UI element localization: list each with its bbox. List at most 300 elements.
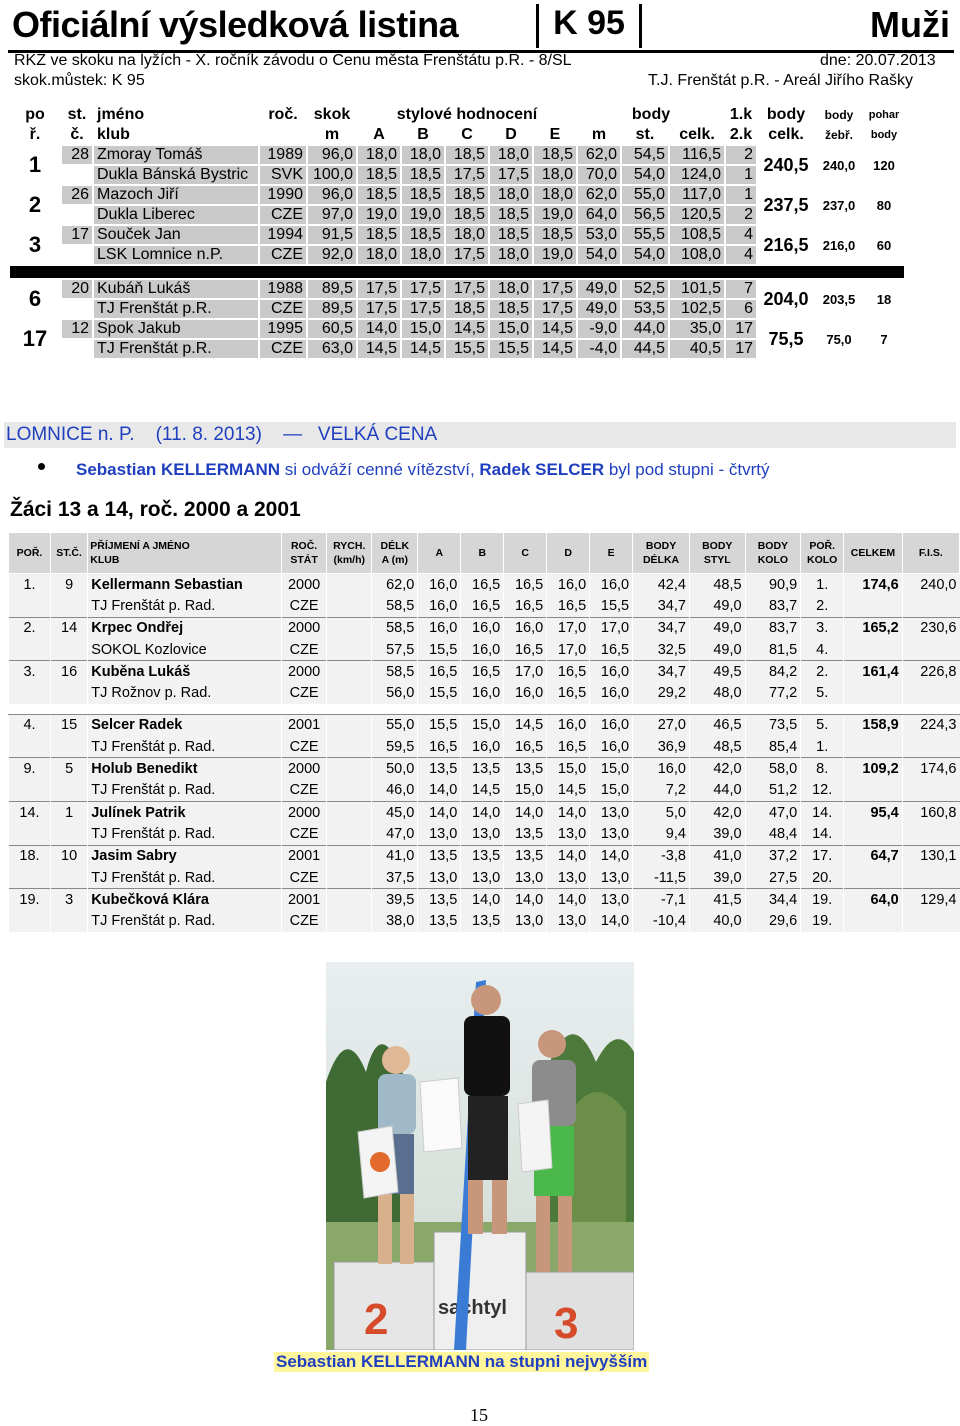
round-value: 14. [801, 801, 844, 823]
speed-cell [327, 801, 372, 823]
round-value: 13,0 [504, 867, 547, 889]
round-value: 51,2 [745, 780, 801, 802]
category-title: Žáci 13 a 14, roč. 2000 a 2001 [10, 498, 301, 521]
round-value: 19,0 [533, 205, 577, 225]
results-col-header [801, 533, 844, 574]
round-value: 63,0 [307, 339, 357, 359]
round-value: 15,0 [590, 758, 633, 780]
round-value: 108,0 [669, 245, 725, 265]
round-value: 14,5 [357, 339, 401, 359]
header-line: STYL [703, 554, 731, 566]
round-value: 48,4 [745, 823, 801, 845]
round-value: 17,5 [445, 165, 489, 185]
results-row [9, 910, 960, 931]
round-value: 13,5 [461, 910, 504, 931]
round-value: 38,0 [372, 910, 418, 931]
sponsor-logo: sachtyl [438, 1297, 507, 1319]
empty-cell [50, 823, 87, 845]
round-value: 96,0 [307, 185, 357, 205]
fis-points: 174,6 [902, 758, 959, 780]
round-value: 16,0 [590, 736, 633, 758]
round-value: 83,7 [745, 617, 801, 639]
round-value: 16,0 [633, 758, 690, 780]
round-value: 14,0 [418, 801, 461, 823]
sheet-hill-line: skok.můstek: K 95 [14, 72, 145, 89]
header-line: BODY [757, 540, 789, 552]
round-value: 17,5 [445, 279, 489, 299]
round-value: 16,5 [461, 574, 504, 596]
round-value: 17,5 [533, 299, 577, 319]
results-col-header [547, 533, 590, 574]
round-value: 14,0 [547, 889, 590, 911]
sheet-header [8, 4, 954, 53]
round-value: 17,5 [401, 279, 445, 299]
round-value: 17,0 [590, 617, 633, 639]
round-value: 48,5 [689, 574, 745, 596]
round-value: 48,5 [689, 736, 745, 758]
sheet-event: RKZ ve skoku na lyžích - X. ročník závodu o Cenu města Frenštátu p.R. - 8/SL [14, 52, 572, 69]
round-value: 46,0 [372, 780, 418, 802]
rank: 1 [9, 145, 61, 185]
results-row [9, 639, 960, 661]
rank: 18. [9, 845, 51, 867]
header-line: (km/h) [333, 554, 365, 566]
round-value: 17,5 [489, 165, 533, 185]
table-row [9, 145, 905, 165]
birth-year: 1995 [259, 319, 307, 339]
round-value: 14,0 [590, 845, 633, 867]
total-points: 64,7 [844, 845, 903, 867]
fis-points: 160,8 [902, 801, 959, 823]
round-value: 13,5 [504, 758, 547, 780]
header-line: C [521, 547, 530, 559]
col-subheader [259, 125, 307, 145]
round-value: -9,0 [577, 319, 621, 339]
athlete-club: TJ Frenštát p. Rad. [88, 823, 282, 845]
round-value: 5. [801, 682, 844, 703]
nation: CZE [259, 339, 307, 359]
rank: 6 [9, 279, 61, 319]
cup-points: 60 [863, 225, 905, 265]
round-value: 16,0 [461, 639, 504, 661]
round-value: 15,5 [445, 339, 489, 359]
rank: 1. [9, 574, 51, 596]
round-value: 37,5 [372, 867, 418, 889]
podium-3: 3 [554, 1299, 579, 1348]
round-value: 16,5 [547, 595, 590, 617]
round-value: 13,0 [418, 867, 461, 889]
athlete-club: TJ Frenštát p.R. [93, 299, 259, 319]
results-row [9, 867, 960, 889]
empty-cell [50, 780, 87, 802]
col-header: po [9, 105, 61, 125]
birth-year: 1990 [259, 185, 307, 205]
round-value: 7,2 [633, 780, 690, 802]
speed-cell [327, 910, 372, 931]
round-value: 16,0 [590, 714, 633, 736]
round-value: 89,5 [307, 299, 357, 319]
speed-cell [327, 574, 372, 596]
total-points: 95,4 [844, 801, 903, 823]
round-value: 15,0 [504, 780, 547, 802]
rank: 17 [9, 319, 61, 359]
round-value: 57,5 [372, 639, 418, 661]
round-value: 41,0 [689, 845, 745, 867]
round-value: -4,0 [577, 339, 621, 359]
empty-cell [9, 823, 51, 845]
event-heading [4, 422, 956, 448]
round-value: 55,0 [621, 185, 669, 205]
round-value: 18,5 [401, 185, 445, 205]
round-value: 40,0 [689, 910, 745, 931]
results-row [9, 661, 960, 683]
round-value: 41,0 [372, 845, 418, 867]
total-points: 174,6 [844, 574, 903, 596]
header-line: KLUB [90, 554, 120, 566]
start-number: 15 [50, 714, 87, 736]
round-value: 2. [801, 661, 844, 683]
birth-year: 2000 [281, 574, 326, 596]
round-value: 91,5 [307, 225, 357, 245]
round-value: 70,0 [577, 165, 621, 185]
round-value: 16,0 [590, 682, 633, 703]
header-line: ROČ. [290, 540, 318, 552]
rank: 9. [9, 758, 51, 780]
round-value: 18,0 [489, 279, 533, 299]
header-line: DÉLK [380, 540, 410, 552]
round-value: 46,5 [689, 714, 745, 736]
sheet-hill: K 95 [536, 4, 642, 48]
round-value: 18,0 [445, 225, 489, 245]
col-subheader: body [863, 125, 905, 145]
round-value: 4 [725, 245, 757, 265]
sheet-results-table [8, 104, 906, 360]
round-value: 13,5 [418, 758, 461, 780]
birth-year: 1988 [259, 279, 307, 299]
athlete-club: TJ Frenštát p. Rad. [88, 736, 282, 758]
round-value: 49,0 [577, 299, 621, 319]
header-line: F.I.S. [918, 547, 943, 559]
empty-cell [9, 639, 51, 661]
round-value: 4 [725, 225, 757, 245]
athlete-name: Julínek Patrik [88, 801, 282, 823]
athlete-name: Kubáň Lukáš [93, 279, 259, 299]
birth-year: 2000 [281, 801, 326, 823]
sheet-title: Oficiální výsledková listina [12, 4, 459, 45]
round-value: 40,5 [669, 339, 725, 359]
round-value: 15,0 [547, 758, 590, 780]
results-row [9, 823, 960, 845]
results-col-header [633, 533, 690, 574]
birth-year: 2000 [281, 758, 326, 780]
round-value: 84,2 [745, 661, 801, 683]
round-value: 18,5 [533, 145, 577, 165]
round-value: 13,5 [418, 845, 461, 867]
round-value: 18,5 [489, 225, 533, 245]
round-value: 1 [725, 185, 757, 205]
header-line: KOLO [757, 554, 789, 566]
header-line: BODY [645, 540, 677, 552]
col-header: body [577, 105, 725, 125]
start-number: 14 [50, 617, 87, 639]
birth-year: 2001 [281, 845, 326, 867]
round-value: 101,5 [669, 279, 725, 299]
round-value: 18,5 [401, 165, 445, 185]
round-value: 16,5 [547, 682, 590, 703]
speed-cell [327, 617, 372, 639]
separator-cell [9, 265, 905, 279]
round-value: 100,0 [307, 165, 357, 185]
round-value: 18,0 [489, 185, 533, 205]
results-col-header [88, 533, 282, 574]
col-header: 1.k [725, 105, 757, 125]
empty-cell [9, 736, 51, 758]
athlete-club: TJ Frenštát p. Rad. [88, 595, 282, 617]
results-row [9, 682, 960, 703]
round-value: 15,5 [418, 682, 461, 703]
round-value: 17 [725, 339, 757, 359]
empty-cell [902, 823, 959, 845]
round-value: 17. [801, 845, 844, 867]
athlete-club: Dukla Liberec [93, 205, 259, 225]
table-row [9, 225, 905, 245]
round-value: 1. [801, 736, 844, 758]
round-value: 29,6 [745, 910, 801, 931]
round-value: 49,0 [577, 279, 621, 299]
event-date: (11. 8. 2013) [155, 424, 262, 445]
results-row [9, 574, 960, 596]
round-value: 16,0 [504, 617, 547, 639]
round-value: 18,0 [533, 185, 577, 205]
round-value: 20. [801, 867, 844, 889]
table-separator [9, 265, 905, 279]
round-value: 54,5 [621, 145, 669, 165]
round-value: 59,5 [372, 736, 418, 758]
round-value: 13,0 [461, 823, 504, 845]
speed-cell [327, 736, 372, 758]
round-value: 14,0 [547, 845, 590, 867]
results-col-header [844, 533, 903, 574]
round-value: 92,0 [307, 245, 357, 265]
results-row [9, 714, 960, 736]
round-value: 16,0 [418, 617, 461, 639]
results-col-header [745, 533, 801, 574]
round-value: 16,0 [461, 617, 504, 639]
round-value: 5,0 [633, 801, 690, 823]
round-value: 85,4 [745, 736, 801, 758]
speed-cell [327, 889, 372, 911]
start-number: 20 [61, 279, 93, 299]
round-value: 13,5 [504, 823, 547, 845]
round-value: 49,5 [689, 661, 745, 683]
athlete-name: Krpec Ondřej [88, 617, 282, 639]
round-value: 13,0 [590, 823, 633, 845]
results-col-header [327, 533, 372, 574]
nation: CZE [281, 595, 326, 617]
round-value: 14,5 [533, 319, 577, 339]
header-line: BODY [702, 540, 733, 552]
athlete-name: Kellermann Sebastian [88, 574, 282, 596]
podium-photo-illustration [326, 962, 634, 1350]
round-value: 14,0 [461, 801, 504, 823]
col-header: pohar [863, 105, 905, 125]
round-value: 17,5 [445, 245, 489, 265]
round-value: 15,5 [489, 339, 533, 359]
athlete-club: TJ Frenštát p. Rad. [88, 780, 282, 802]
podium-photo [326, 962, 634, 1350]
total-points: 204,0 [757, 279, 815, 319]
start-number: 10 [50, 845, 87, 867]
ladder-points: 237,0 [815, 185, 863, 225]
athlete-name: Holub Benedikt [88, 758, 282, 780]
official-results-sheet [8, 4, 954, 390]
round-value: 15,0 [401, 319, 445, 339]
fis-points: 129,4 [902, 889, 959, 911]
round-value: 52,5 [621, 279, 669, 299]
round-value: 42,0 [689, 758, 745, 780]
nation: CZE [281, 910, 326, 931]
empty-cell [902, 682, 959, 703]
round-value: 39,5 [372, 889, 418, 911]
round-value: 16,5 [461, 595, 504, 617]
round-value: 16,0 [504, 682, 547, 703]
round-value: 18,5 [357, 165, 401, 185]
start-number: 9 [50, 574, 87, 596]
table-row [9, 279, 905, 299]
col-subheader: ř. [9, 125, 61, 145]
round-value: 16,0 [461, 736, 504, 758]
round-value: 42,0 [689, 801, 745, 823]
round-value: 16,5 [461, 661, 504, 683]
col-subheader: č. [61, 125, 93, 145]
results-col-header [372, 533, 418, 574]
results-row [9, 889, 960, 911]
round-value: 16,5 [418, 736, 461, 758]
results-col-header [689, 533, 745, 574]
results-col-header [281, 533, 326, 574]
round-value: 44,0 [689, 780, 745, 802]
round-value: 54,0 [621, 245, 669, 265]
round-value: 17,0 [547, 617, 590, 639]
header-line: A (m) [381, 554, 409, 566]
round-value: 62,0 [577, 145, 621, 165]
start-number: 17 [61, 225, 93, 245]
header-line: ST.Č. [56, 547, 82, 559]
round-value: 2. [801, 595, 844, 617]
cup-points: 18 [863, 279, 905, 319]
col-header: stylové hodnocení [357, 105, 577, 125]
results-col-header [902, 533, 959, 574]
round-value: 16,5 [504, 736, 547, 758]
col-subheader: žebř. [815, 125, 863, 145]
empty-cell [61, 245, 93, 265]
speed-cell [327, 867, 372, 889]
rank: 3 [9, 225, 61, 265]
col-subheader: B [401, 125, 445, 145]
round-value: 18,0 [357, 145, 401, 165]
round-value: 102,5 [669, 299, 725, 319]
results-col-header [9, 533, 51, 574]
empty-cell [902, 639, 959, 661]
round-value: 53,0 [577, 225, 621, 245]
round-value: 18,0 [357, 245, 401, 265]
empty-cell [50, 595, 87, 617]
event-name: VELKÁ CENA [317, 424, 438, 445]
athlete-name: Spok Jakub [93, 319, 259, 339]
empty-cell [61, 165, 93, 185]
nation: CZE [281, 823, 326, 845]
round-value: 5. [801, 714, 844, 736]
event-dash: — [283, 424, 303, 445]
round-value: 14,0 [590, 910, 633, 931]
results-col-header [504, 533, 547, 574]
round-value: 62,0 [577, 185, 621, 205]
round-value: 56,5 [621, 205, 669, 225]
round-value: 73,5 [745, 714, 801, 736]
round-value: 2 [725, 145, 757, 165]
total-points: 165,2 [844, 617, 903, 639]
nation: CZE [281, 682, 326, 703]
round-value: 56,0 [372, 682, 418, 703]
empty-cell [844, 736, 903, 758]
round-value: 58,0 [745, 758, 801, 780]
nation: CZE [281, 736, 326, 758]
empty-cell [61, 339, 93, 359]
round-value: 124,0 [669, 165, 725, 185]
header-line: A [435, 547, 444, 559]
round-value: 17 [725, 319, 757, 339]
round-value: 15,0 [461, 714, 504, 736]
fis-points: 230,6 [902, 617, 959, 639]
round-value: 58,5 [372, 617, 418, 639]
event-title [6, 424, 437, 446]
round-value: 15,5 [418, 714, 461, 736]
header-line: POŘ. [809, 540, 836, 552]
round-value: 18,5 [445, 185, 489, 205]
ladder-points: 240,0 [815, 145, 863, 185]
round-value: 42,4 [633, 574, 690, 596]
event-place: LOMNICE n. P. [6, 424, 135, 445]
round-value: 108,5 [669, 225, 725, 245]
speed-cell [327, 758, 372, 780]
empty-cell [9, 867, 51, 889]
round-value: 15,0 [489, 319, 533, 339]
rank: 4. [9, 714, 51, 736]
round-value: 4. [801, 639, 844, 661]
round-value: 16,0 [590, 574, 633, 596]
nation: CZE [259, 245, 307, 265]
col-header: jméno [93, 105, 259, 125]
col-header: skok [307, 105, 357, 125]
round-value: 49,0 [689, 595, 745, 617]
nation: CZE [281, 867, 326, 889]
empty-cell [844, 910, 903, 931]
athlete-name: Jasim Sabry [88, 845, 282, 867]
birth-year: 2000 [281, 661, 326, 683]
round-value: 45,0 [372, 801, 418, 823]
round-value: 15,0 [590, 780, 633, 802]
empty-cell [9, 780, 51, 802]
round-value: 47,0 [372, 823, 418, 845]
round-value: 83,7 [745, 595, 801, 617]
fourth-name: Radek SELCER [479, 460, 605, 479]
fis-points: 224,3 [902, 714, 959, 736]
rank: 2 [9, 185, 61, 225]
fis-points: 226,8 [902, 661, 959, 683]
round-value: 19. [801, 889, 844, 911]
round-value: 16,0 [418, 595, 461, 617]
results-col-header [461, 533, 504, 574]
